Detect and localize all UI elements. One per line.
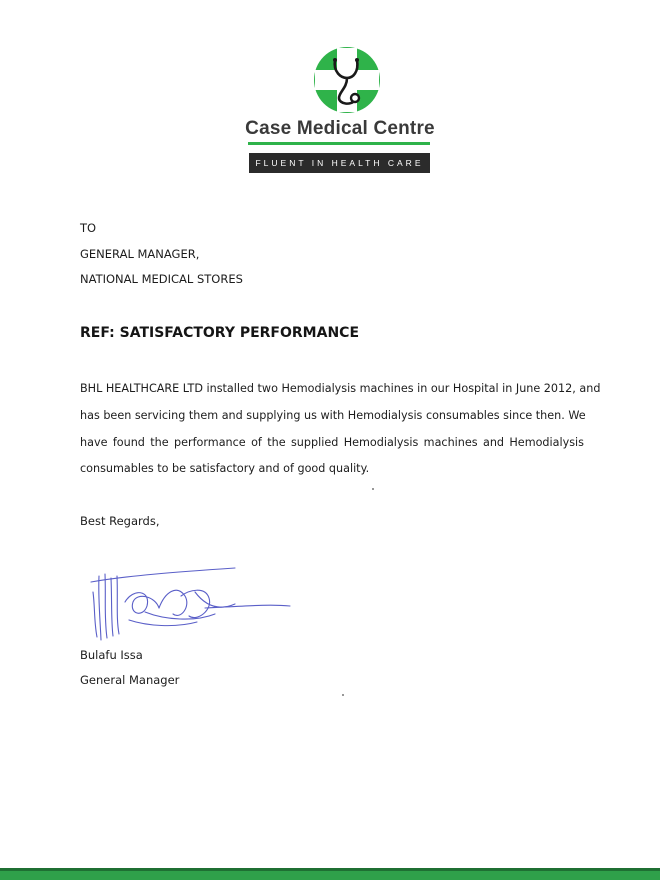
handwritten-signature-icon (85, 562, 295, 644)
body-line: have found the performance of the supplied Hemodialysis machines and Hemodialysis (80, 436, 584, 449)
body-line: consumables to be satisfactory and of good quality. (80, 462, 370, 475)
signer-name: Bulafu Issa (80, 648, 143, 662)
scan-speck (372, 488, 374, 490)
recipient-to: TO (80, 221, 97, 235)
signer-title: General Manager (80, 673, 180, 687)
recipient-line-1: GENERAL MANAGER, (80, 247, 200, 261)
organization-name: Case Medical Centre (245, 118, 435, 139)
body-line: BHL HEALTHCARE LTD installed two Hemodialysis machines in our Hospital in June 2012, and (80, 382, 601, 395)
body-line: has been servicing them and supplying us with Hemodialysis consumables since then. We (80, 409, 586, 422)
scan-speck (342, 694, 344, 696)
tagline-bar: FLUENT IN HEALTH CARE (249, 153, 430, 173)
footer-bar (0, 871, 660, 880)
organization-underline (248, 142, 430, 145)
recipient-line-2: NATIONAL MEDICAL STORES (80, 272, 243, 286)
cross-stethoscope-logo-icon (313, 46, 381, 114)
closing: Best Regards, (80, 514, 160, 528)
reference-heading: REF: SATISFACTORY PERFORMANCE (80, 325, 360, 341)
